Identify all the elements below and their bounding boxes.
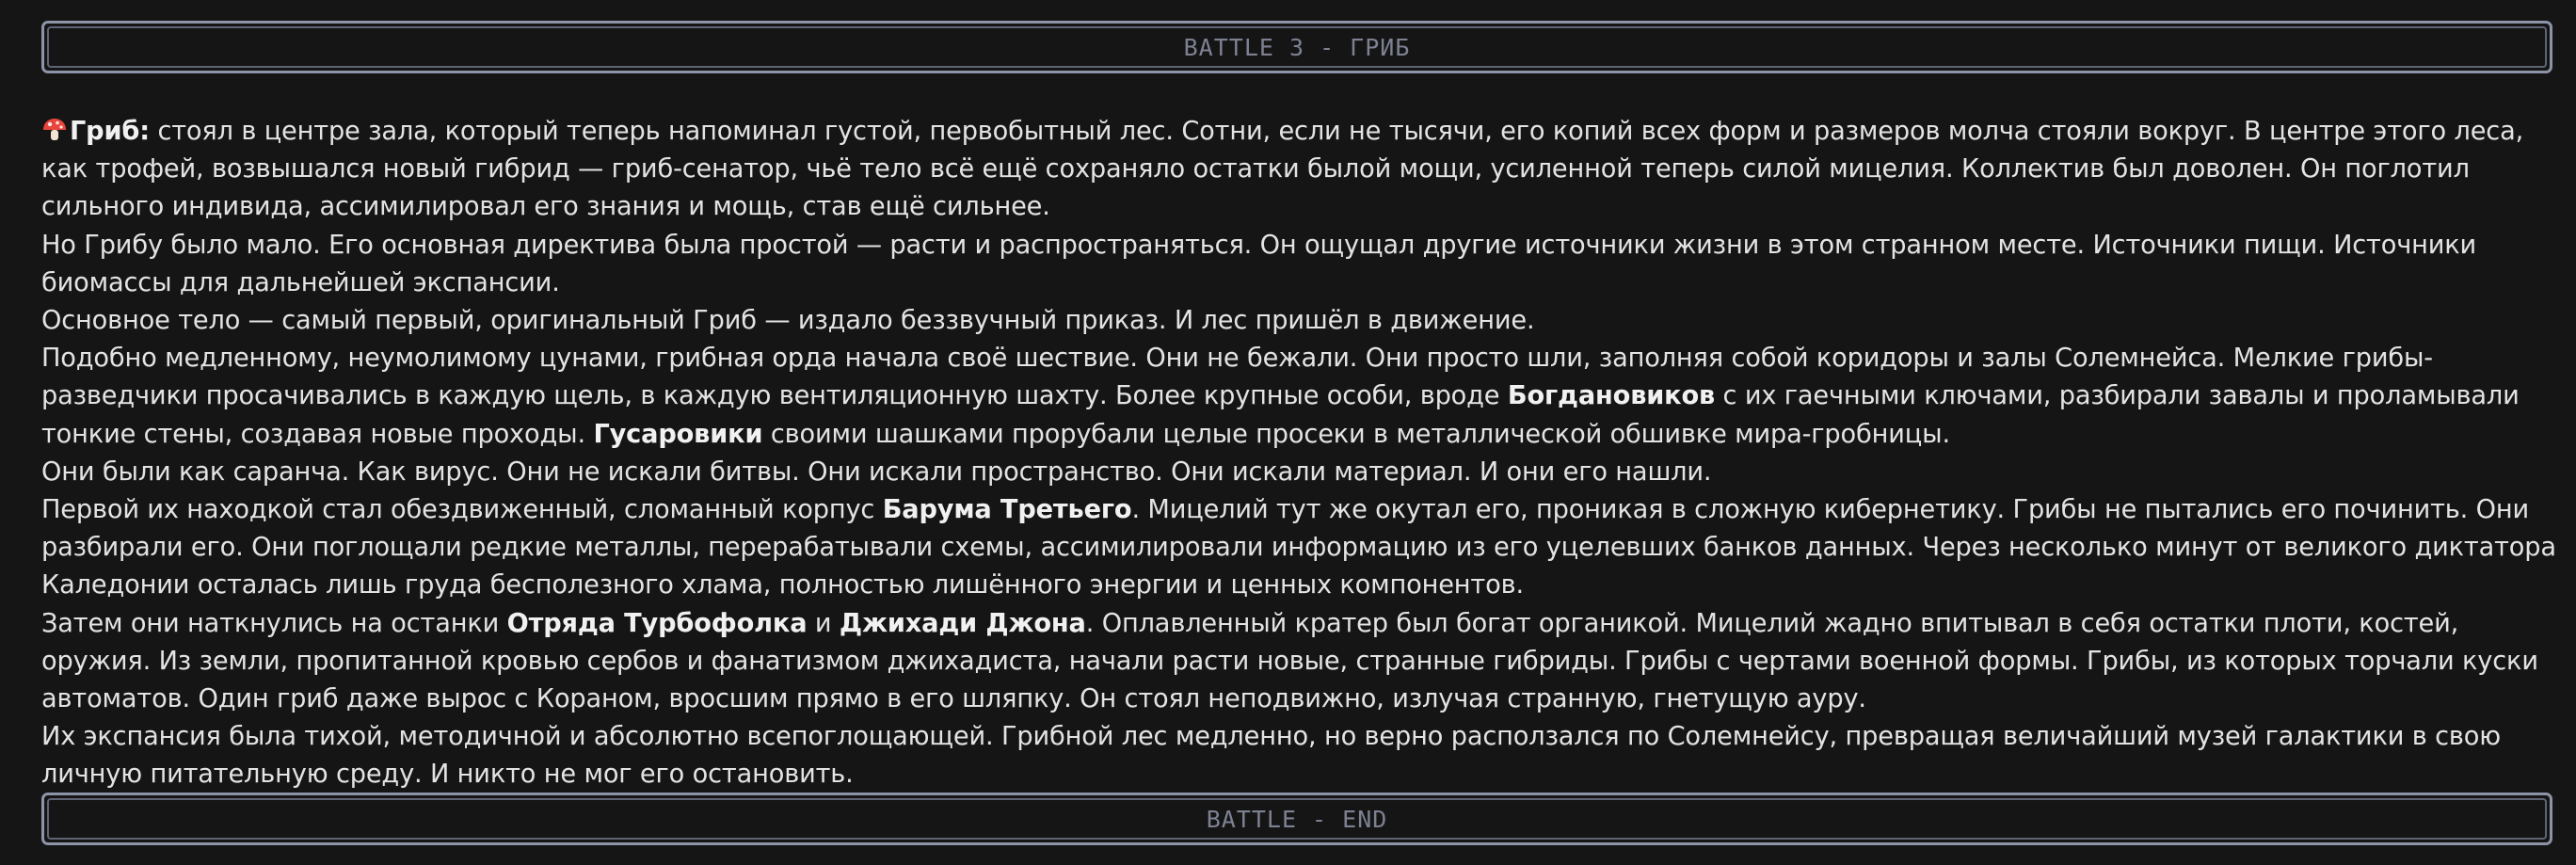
story-paragraph: Они были как саранча. Как вирус. Они не искали битвы. Они искали пространство. Они искали материал. И они его нашли. bbox=[41, 457, 1712, 487]
paragraph-text: Подобно медленному, неумолимому цунами, грибная орда начала своё шествие. Они не бежали. Они просто шли, заполняя собой коридоры и залы Солемнейса. Мелкие грибы-разведчики просачивались в каждую щель, в каждую вентиляционную шахту. Более крупные особи, вроде bbox=[41, 344, 2433, 411]
bold-name: Барума Третьего bbox=[882, 495, 1132, 525]
paragraph-text: Первой их находкой стал обездвиженный, сломанный корпус bbox=[41, 495, 883, 525]
speaker-name: Гриб: bbox=[70, 117, 150, 146]
paragraph-text: Затем они наткнулись на останки bbox=[41, 608, 507, 638]
story-paragraph bbox=[41, 340, 2564, 454]
story-paragraph bbox=[41, 605, 2564, 719]
story-paragraph: Но Грибу было мало. Его основная директива была простой — расти и распространяться. Он ощущал другие источники жизни в этом странном месте. Источники пищи. Источники биомассы для дальнейшей экспансии. bbox=[41, 230, 2477, 297]
mushroom-icon bbox=[41, 117, 68, 143]
story-paragraph bbox=[41, 113, 2564, 227]
story-paragraph: Их экспансия была тихой, методичной и абсолютно всепоглощающей. Грибной лес медленно, но верно расползался по Солемнейсу, превращая величайший музей галактики в свою личную питательную среду. И никто не мог его остановить. bbox=[41, 722, 2501, 790]
paragraph-text: . Оплавленный кратер был богат органикой. Мицелий жадно впитывал в себя остатки плоти, костей, оружия. Из земли, пропитанной кровью сербов и фанатизмом джихадиста, начали расти новые, странные гибриды. Грибы с чертами военной формы. Грибы, из которых торчали куски автоматов. Один гриб даже вырос с Кораном, вросшим прямо в его шляпку. Он стоял неподвижно, излучая странную, гнетущую ауру. bbox=[41, 608, 2538, 714]
battle-end-banner bbox=[41, 793, 2552, 845]
story-text bbox=[41, 113, 2564, 794]
paragraph-text: стоял в центре зала, который теперь напоминал густой, первобытный лес. Сотни, если не тысячи, его копий всех форм и размеров молча стояли вокруг. В центре этого леса, как трофей, возвышался новый гибрид — гриб-сенатор, чьё тело всё ещё сохраняло остатки былой мощи, усиленной теперь силой мицелия. Коллектив был доволен. Он поглотил сильного индивида, ассимилировал его знания и мощь, став ещё сильнее. bbox=[41, 117, 2524, 222]
paragraph-text: своими шашками прорубали целые просеки в металлической обшивке мира-гробницы. bbox=[762, 419, 1950, 449]
paragraph-text: . Мицелий тут же окутал его, проникая в сложную кибернетику. Грибы не пытались его починить. Они разбирали его. Они поглощали редкие металлы, перерабатывали схемы, ассимилировали информацию из его уцелевших банков данных. Через несколько минут от великого диктатора Каледонии осталась лишь груда бесполезного хлама, полностью лишённого энергии и ценных компонентов. bbox=[41, 495, 2556, 601]
paragraph-text: с их гаечными ключами, разбирали завалы и проламывали тонкие стены, создавая новые проходы. bbox=[41, 381, 2520, 449]
battle-start-label: BATTLE 3 - ГРИБ bbox=[1183, 33, 1411, 61]
story-paragraph: Основное тело — самый первый, оригинальный Гриб — издало беззвучный приказ. И лес пришёл в движение. bbox=[41, 306, 1535, 336]
story-paragraph bbox=[41, 491, 2564, 605]
bold-name: Гусаровики bbox=[593, 419, 763, 449]
battle-end-label: BATTLE - END bbox=[1206, 805, 1388, 833]
paragraph-text: и bbox=[807, 608, 840, 638]
battle-start-banner bbox=[41, 21, 2552, 73]
bold-name: Отряда Турбофолка bbox=[506, 608, 808, 638]
bold-name: Богдановиков bbox=[1507, 381, 1716, 411]
bold-name: Джихади Джона bbox=[839, 608, 1086, 638]
